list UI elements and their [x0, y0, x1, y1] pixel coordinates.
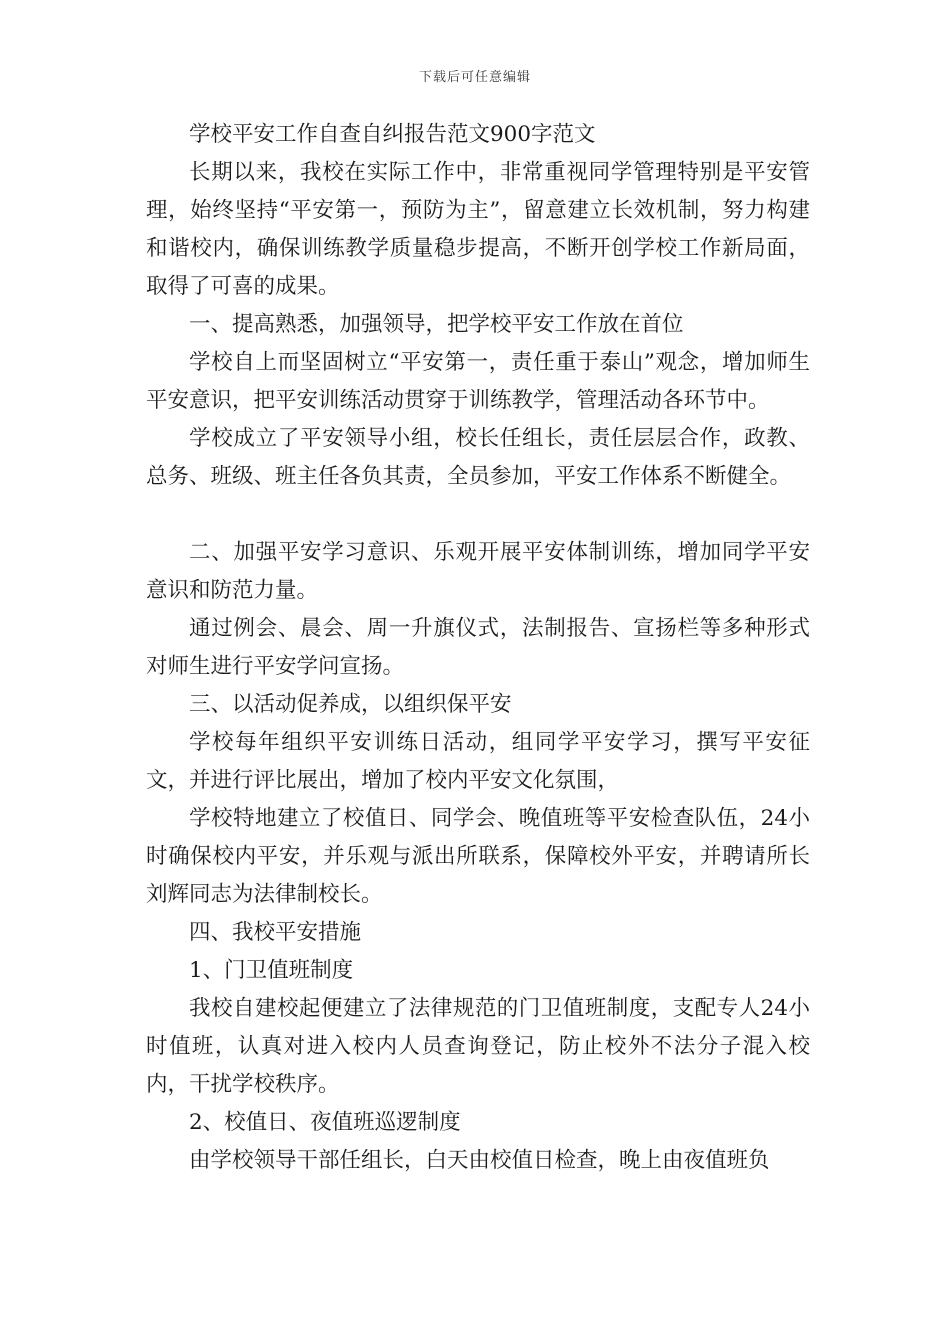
paragraph: 学校特地建立了校值日、同学会、晚值班等平安检查队伍，24小时确保校内平安，并乐观与派出所联系，保障校外平安，并聘请所长刘辉同志为法律制校长。: [146, 806, 810, 907]
subsection-heading: 2、校值日、夜值班巡逻制度: [189, 1110, 461, 1135]
paragraph: 学校自上而坚固树立“平安第一，责任重于泰山”观念，增加师生平安意识，把平安训练活动贯穿于训练教学，管理活动各环节中。: [146, 350, 810, 413]
paragraph: 学校成立了平安领导小组，校长任组长，责任层层合作，政教、总务、班级、班主任各负其责，全员参加，平安工作体系不断健全。: [146, 426, 810, 489]
document-title: 学校平安工作自查自纠报告范文900字范文: [189, 122, 596, 147]
section-heading: 一、提高熟悉，加强领导，把学校平安工作放在首位: [189, 312, 684, 337]
paragraph: 长期以来，我校在实际工作中，非常重视同学管理特别是平安管理，始终坚持“平安第一，预防为主”，留意建立长效机制，努力构建和谐校内，确保训练教学质量稳步提高，不断开创学校工作新局面，取得了可喜的成果。: [146, 160, 810, 299]
paragraph: 学校每年组织平安训练日活动，组同学平安学习，撰写平安征文，并进行评比展出，增加了校内平安文化氛围，: [146, 730, 810, 793]
section-heading: 二、加强平安学习意识、乐观开展平安体制训练，增加同学平安意识和防范力量。: [146, 540, 810, 603]
document-body: [146, 116, 810, 1180]
subsection-heading: 1、门卫值班制度: [189, 958, 354, 983]
paragraph: 通过例会、晨会、周一升旗仪式，法制报告、宣扬栏等多种形式对师生进行平安学问宣扬。: [146, 616, 810, 679]
header-note: 下载后可任意编辑: [418, 70, 531, 85]
paragraph: 由学校领导干部任组长，白天由校值日检查，晚上由夜值班负: [189, 1148, 770, 1173]
paragraph: 我校自建校起便建立了法律规范的门卫值班制度，支配专人24小时值班，认真对进入校内人员查询登记，防止校外不法分子混入校内，干扰学校秩序。: [146, 996, 810, 1097]
section-heading: 四、我校平安措施: [189, 920, 362, 945]
section-heading: 三、以活动促养成，以组织保平安: [189, 692, 512, 717]
